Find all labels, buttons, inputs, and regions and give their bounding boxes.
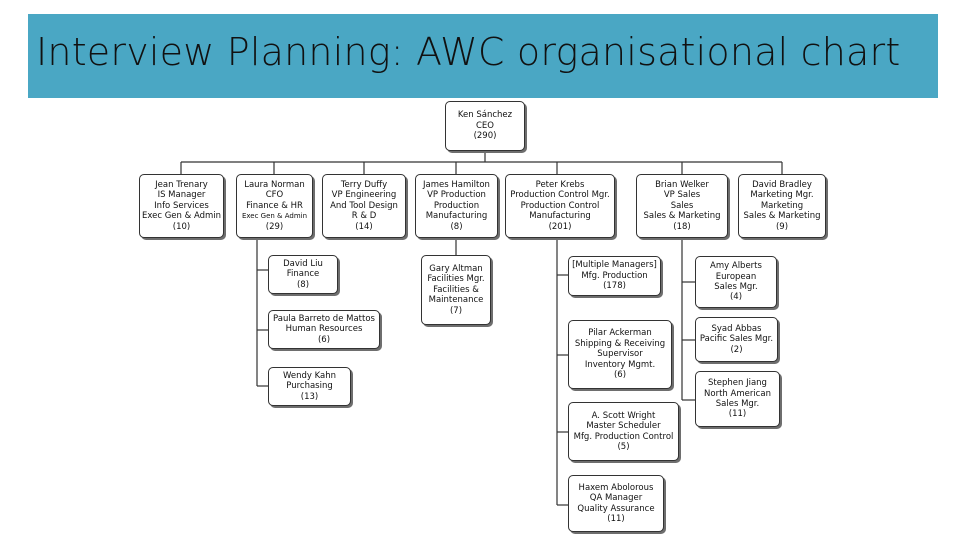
node-department: And Tool Design xyxy=(330,200,398,211)
org-node-syad-abbas xyxy=(695,317,778,362)
node-headcount: (290) xyxy=(473,131,497,142)
node-name: Ken Sánchez xyxy=(457,110,513,121)
org-node-brian-welker xyxy=(636,174,728,238)
node-region: European xyxy=(715,271,757,282)
node-headcount: (10) xyxy=(172,221,191,232)
node-division: Exec Gen & Admin xyxy=(241,212,308,221)
node-title: Facilities Mgr. xyxy=(427,274,485,285)
node-department: Mfg. Production Control xyxy=(573,431,674,442)
org-node-gary-altman xyxy=(421,255,491,325)
org-node-ceo xyxy=(445,101,525,151)
node-headcount: (11) xyxy=(728,409,747,420)
node-title: VP Production xyxy=(427,190,486,201)
org-node-a-scott-wright xyxy=(568,402,679,461)
node-department: Human Resources xyxy=(285,324,363,335)
node-department: Marketing xyxy=(760,200,804,211)
node-division: Sales & Marketing xyxy=(643,211,721,222)
node-title: QA Manager xyxy=(589,493,643,504)
org-node-jean-trenary xyxy=(139,174,224,238)
node-department: Sales xyxy=(670,200,694,211)
node-name: Laura Norman xyxy=(244,179,305,190)
node-name: A. Scott Wright xyxy=(591,410,656,421)
node-department: Quality Assurance xyxy=(577,503,655,514)
node-headcount: (18) xyxy=(673,221,691,232)
node-name: James Hamilton xyxy=(423,179,490,190)
org-node-terry-duffy xyxy=(322,174,406,238)
org-node-multiple-managers xyxy=(568,256,661,296)
org-node-paula-barreto-de-mattos xyxy=(268,310,380,349)
node-name: Jean Trenary xyxy=(155,179,208,190)
org-node-david-bradley xyxy=(738,174,826,238)
node-headcount: (9) xyxy=(775,221,789,232)
node-title-2: Supervisor xyxy=(597,349,643,360)
node-division: Manufacturing xyxy=(529,211,591,222)
node-name: Gary Altman xyxy=(429,263,483,274)
slide-title: Interview Planning: AWC organisational chart xyxy=(36,30,901,74)
node-headcount: (7) xyxy=(449,305,463,316)
node-name: Pilar Ackerman xyxy=(588,328,652,339)
node-headcount: (14) xyxy=(355,221,373,232)
node-name: Paula Barreto de Mattos xyxy=(273,313,375,324)
org-node-amy-alberts xyxy=(695,256,777,308)
node-title: VP Sales xyxy=(663,190,701,201)
node-headcount: (8) xyxy=(450,221,463,232)
node-region: North American xyxy=(704,388,771,399)
node-name: Wendy Kahn xyxy=(282,370,337,381)
node-name: Haxem Abolorous xyxy=(578,482,654,493)
node-title: Marketing Mgr. xyxy=(750,190,814,201)
org-node-james-hamilton xyxy=(415,174,498,238)
node-division: Manufacturing xyxy=(425,211,488,222)
node-headcount: (5) xyxy=(617,441,630,452)
node-department: Purchasing xyxy=(286,381,333,392)
org-node-haxem-abolorous xyxy=(568,475,664,532)
node-title: Production Control Mgr. xyxy=(510,190,610,201)
node-title: Sales Mgr. xyxy=(715,399,760,409)
node-division: Sales & Marketing xyxy=(743,211,821,222)
node-title: Master Scheduler xyxy=(586,421,661,432)
node-department: Production Control xyxy=(520,200,600,211)
node-department: Finance & HR xyxy=(246,200,303,211)
node-headcount: (8) xyxy=(296,279,310,290)
node-division: Maintenance xyxy=(428,295,484,306)
org-node-laura-norman xyxy=(236,174,313,238)
node-headcount: (6) xyxy=(317,334,331,345)
node-division: R & D xyxy=(351,211,377,222)
node-title: CEO xyxy=(476,120,494,131)
node-name: Brian Welker xyxy=(655,179,709,190)
node-department: Mfg. Production xyxy=(581,270,648,281)
org-node-peter-krebs xyxy=(505,174,615,238)
node-headcount: (29) xyxy=(265,221,284,232)
node-title: VP Engineering xyxy=(331,190,397,201)
node-name: Amy Alberts xyxy=(710,261,762,272)
node-name: [Multiple Managers] xyxy=(572,260,657,271)
node-title: Pacific Sales Mgr. xyxy=(699,334,774,345)
node-name: Syad Abbas xyxy=(711,323,762,334)
org-node-david-liu xyxy=(268,255,338,294)
node-headcount: (2) xyxy=(730,344,743,355)
node-department: Inventory Mgmt. xyxy=(584,359,656,370)
node-headcount: (6) xyxy=(613,370,627,381)
org-node-pilar-ackerman xyxy=(568,320,672,389)
node-headcount: (4) xyxy=(729,292,743,303)
node-title: CFO xyxy=(265,190,284,201)
node-name: Peter Krebs xyxy=(535,179,585,190)
node-title: IS Manager xyxy=(157,190,206,201)
node-name: Stephen Jiang xyxy=(708,378,767,389)
node-name: David Bradley xyxy=(752,179,812,190)
node-department: Production xyxy=(433,200,480,211)
org-node-wendy-kahn xyxy=(268,367,351,406)
node-division: Exec Gen & Admin xyxy=(141,211,222,222)
node-headcount: (11) xyxy=(607,513,625,524)
node-title: Sales Mgr. xyxy=(714,282,758,292)
node-department: Finance xyxy=(286,269,320,280)
node-department: Facilities & xyxy=(433,284,479,295)
node-name: David Liu xyxy=(283,258,323,269)
node-headcount: (178) xyxy=(603,281,626,292)
node-name: Terry Duffy xyxy=(340,179,388,190)
node-title: Shipping & Receiving xyxy=(574,338,666,349)
node-department: Info Services xyxy=(154,200,209,211)
node-headcount: (13) xyxy=(300,391,319,402)
node-headcount: (201) xyxy=(548,221,572,232)
org-node-stephen-jiang xyxy=(695,371,780,427)
